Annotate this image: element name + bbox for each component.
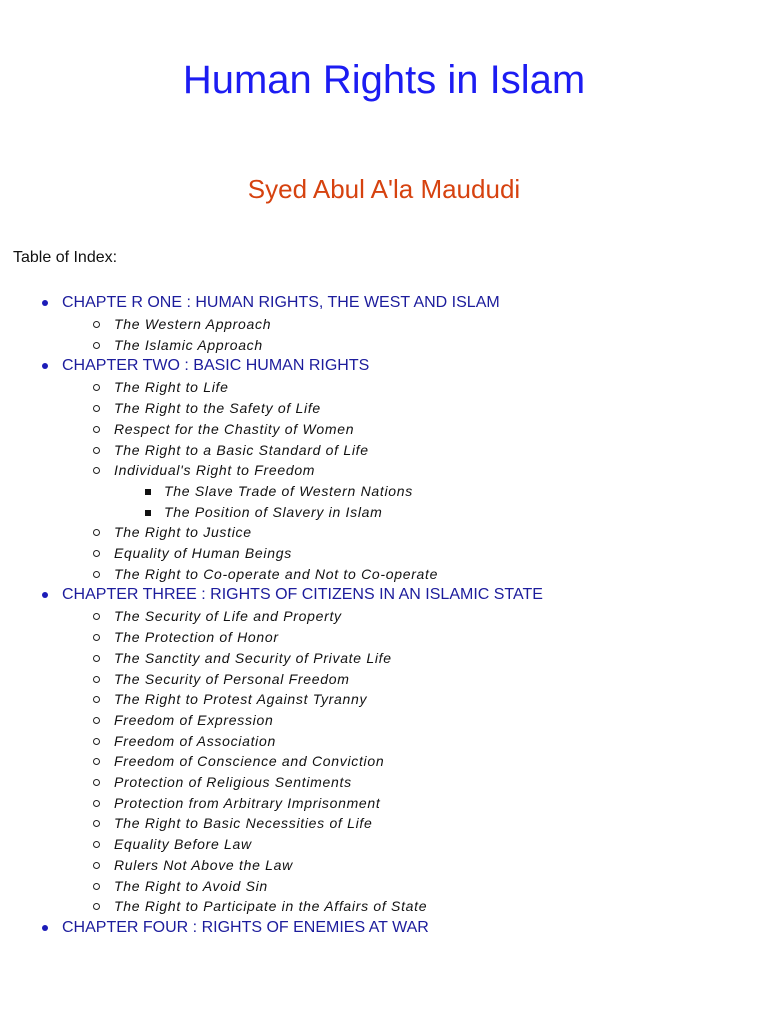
section-item — [62, 669, 768, 690]
section-link[interactable]: Freedom of Conscience and Conviction — [114, 753, 385, 770]
section-link[interactable]: Equality of Human Beings — [114, 545, 292, 562]
circle-bullet-icon — [93, 613, 100, 620]
section-item — [62, 377, 768, 398]
chapter-item — [0, 355, 768, 584]
section-link[interactable]: The Right to Protest Against Tyranny — [114, 691, 368, 708]
section-link[interactable]: The Security of Life and Property — [114, 608, 342, 625]
square-bullet-icon — [145, 489, 151, 495]
section-item — [62, 751, 768, 772]
section-item — [62, 522, 768, 543]
section-link[interactable]: The Right to Co-operate and Not to Co-operate — [114, 565, 439, 582]
section-item — [62, 648, 768, 669]
disc-bullet-icon — [42, 925, 48, 931]
circle-bullet-icon — [93, 841, 100, 848]
circle-bullet-icon — [93, 655, 100, 662]
section-item — [62, 335, 768, 356]
section-item — [62, 876, 768, 897]
section-item — [62, 398, 768, 419]
subsection-link[interactable]: The Position of Slavery in Islam — [164, 503, 383, 520]
section-link[interactable]: Rulers Not Above the Law — [114, 856, 293, 873]
chapter-link[interactable]: CHAPTE R ONE : HUMAN RIGHTS, THE WEST AND ISLAM — [62, 294, 500, 311]
circle-bullet-icon — [93, 779, 100, 786]
section-link[interactable]: Protection of Religious Sentiments — [114, 774, 352, 791]
circle-bullet-icon — [93, 800, 100, 807]
section-item — [62, 564, 768, 585]
section-item — [62, 710, 768, 731]
section-link[interactable]: The Sanctity and Security of Private Life — [114, 649, 392, 666]
circle-bullet-icon — [93, 405, 100, 412]
section-list — [62, 377, 768, 584]
section-link[interactable]: The Right to a Basic Standard of Life — [114, 441, 369, 458]
circle-bullet-icon — [93, 820, 100, 827]
section-item — [62, 606, 768, 627]
section-item — [62, 627, 768, 648]
circle-bullet-icon — [93, 321, 100, 328]
section-link[interactable]: The Protection of Honor — [114, 629, 279, 646]
section-item — [62, 772, 768, 793]
section-link[interactable]: The Right to Participate in the Affairs of State — [114, 898, 428, 915]
section-item — [62, 793, 768, 814]
section-link[interactable]: The Right to Life — [114, 379, 229, 396]
section-link[interactable]: Protection from Arbitrary Imprisonment — [114, 794, 381, 811]
section-link[interactable]: The Western Approach — [114, 316, 272, 332]
table-of-contents — [0, 292, 768, 939]
section-list — [62, 606, 768, 917]
chapter-item — [0, 917, 768, 939]
square-bullet-icon — [145, 510, 151, 516]
chapter-link[interactable]: CHAPTER THREE : RIGHTS OF CITIZENS IN AN ISLAMIC STATE — [62, 586, 543, 604]
circle-bullet-icon — [93, 467, 100, 474]
circle-bullet-icon — [93, 550, 100, 557]
section-link[interactable]: The Islamic Approach — [114, 336, 263, 353]
author-name: Syed Abul A'la Maududi — [247, 174, 521, 204]
chapter-item — [0, 584, 768, 917]
section-link[interactable]: Individual's Right to Freedom — [114, 462, 316, 479]
section-item — [62, 731, 768, 752]
disc-bullet-icon — [42, 592, 48, 598]
section-link[interactable]: The Right to Justice — [114, 524, 252, 541]
chapter-link[interactable]: CHAPTER TWO : BASIC HUMAN RIGHTS — [62, 357, 370, 375]
circle-bullet-icon — [93, 676, 100, 683]
circle-bullet-icon — [93, 903, 100, 910]
section-item — [62, 460, 768, 522]
section-link[interactable]: The Security of Personal Freedom — [114, 670, 350, 687]
circle-bullet-icon — [93, 883, 100, 890]
circle-bullet-icon — [93, 862, 100, 869]
section-item — [62, 543, 768, 564]
circle-bullet-icon — [93, 634, 100, 641]
disc-bullet-icon — [42, 363, 48, 369]
section-item — [62, 314, 768, 335]
disc-bullet-icon — [42, 300, 48, 306]
section-item — [62, 834, 768, 855]
section-item — [62, 855, 768, 876]
subsection-item — [114, 481, 768, 502]
section-link[interactable]: Freedom of Association — [114, 732, 276, 749]
circle-bullet-icon — [93, 384, 100, 391]
subsection-item — [114, 502, 768, 523]
circle-bullet-icon — [93, 758, 100, 765]
section-link[interactable]: The Right to Basic Necessities of Life — [114, 815, 373, 832]
section-item — [62, 689, 768, 710]
section-link[interactable]: Equality Before Law — [114, 836, 252, 853]
section-item — [62, 896, 768, 917]
section-item — [62, 419, 768, 440]
section-item — [62, 440, 768, 461]
section-link[interactable]: Freedom of Expression — [114, 711, 274, 728]
circle-bullet-icon — [93, 696, 100, 703]
chapter-item — [0, 292, 768, 355]
circle-bullet-icon — [93, 447, 100, 454]
section-item — [62, 813, 768, 834]
toc-label: Table of Index: — [13, 249, 118, 266]
section-link[interactable]: The Right to the Safety of Life — [114, 400, 321, 417]
section-link[interactable]: Respect for the Chastity of Women — [114, 420, 355, 437]
circle-bullet-icon — [93, 529, 100, 536]
circle-bullet-icon — [93, 426, 100, 433]
document-title: Human Rights in Islam — [182, 58, 586, 102]
section-list — [62, 314, 768, 355]
chapter-link[interactable]: CHAPTER FOUR : RIGHTS OF ENEMIES AT WAR — [62, 918, 429, 936]
section-link[interactable]: The Right to Avoid Sin — [114, 877, 268, 894]
subsection-link[interactable]: The Slave Trade of Western Nations — [164, 482, 413, 499]
circle-bullet-icon — [93, 717, 100, 724]
circle-bullet-icon — [93, 342, 100, 349]
circle-bullet-icon — [93, 738, 100, 745]
circle-bullet-icon — [93, 571, 100, 578]
subsection-list — [114, 481, 768, 522]
